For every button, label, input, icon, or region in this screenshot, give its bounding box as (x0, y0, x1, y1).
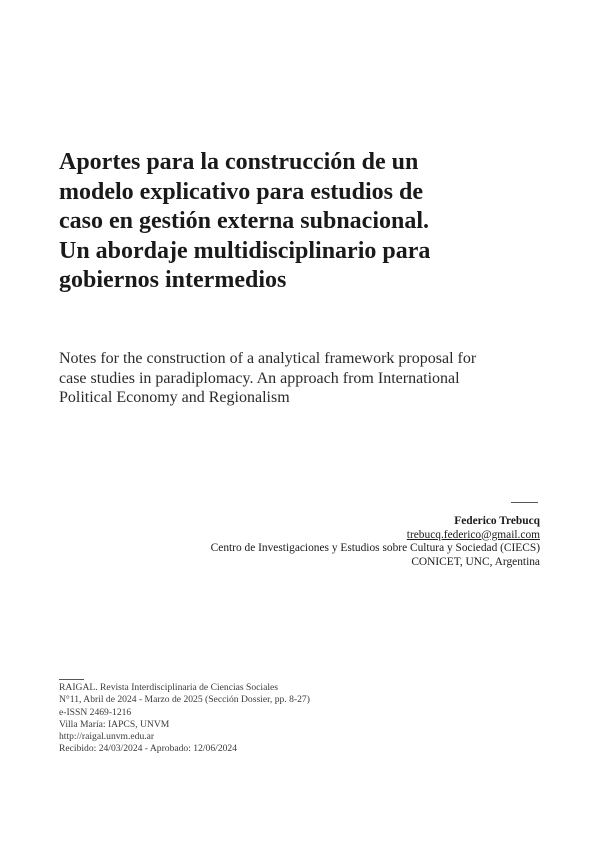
journal-issn: e-ISSN 2469-1216 (59, 706, 132, 718)
paper-title-line: modelo explicativo para estudios de (59, 178, 423, 205)
paper-title-line: Un abordaje multidisciplinario para (59, 237, 431, 264)
paper-title-line: caso en gestión externa subnacional. (59, 208, 430, 234)
author-affiliation: Centro de Investigaciones y Estudios sobre Cultura y Sociedad (CIECS) (210, 542, 540, 555)
journal-citation-footer (59, 682, 479, 756)
paper-subtitle-line: case studies in paradiplomacy. An approach from International (59, 369, 460, 387)
journal-issue: N°11, Abril de 2024 - Marzo de 2025 (Sección Dossier, pp. 8-27) (59, 694, 310, 706)
paper-title (59, 148, 539, 296)
author-separator-rule (511, 502, 538, 503)
footer-separator-rule (59, 679, 84, 680)
paper-title-line: Aportes para la construcción de un (59, 149, 419, 175)
paper-subtitle-line: Notes for the construction of a analytical framework proposal for (59, 350, 477, 367)
paper-subtitle-line: Political Economy and Regionalism (59, 389, 290, 407)
journal-publisher: Villa María: IAPCS, UNVM (59, 718, 170, 730)
author-email-link[interactable]: trebucq.federico@gmail.com (406, 528, 540, 541)
journal-url: http://raigal.unvm.edu.ar (59, 731, 155, 743)
author-name: Federico Trebucq (454, 515, 540, 527)
journal-name: RAIGAL. Revista Interdisciplinaria de Ciencias Sociales (59, 682, 278, 693)
paper-subtitle-english (59, 349, 549, 408)
author-block (120, 515, 540, 569)
journal-dates: Recibido: 24/03/2024 - Aprobado: 12/06/2024 (59, 743, 238, 755)
author-institution: CONICET, UNC, Argentina (411, 555, 540, 568)
paper-title-line: gobiernos intermedios (59, 267, 287, 293)
